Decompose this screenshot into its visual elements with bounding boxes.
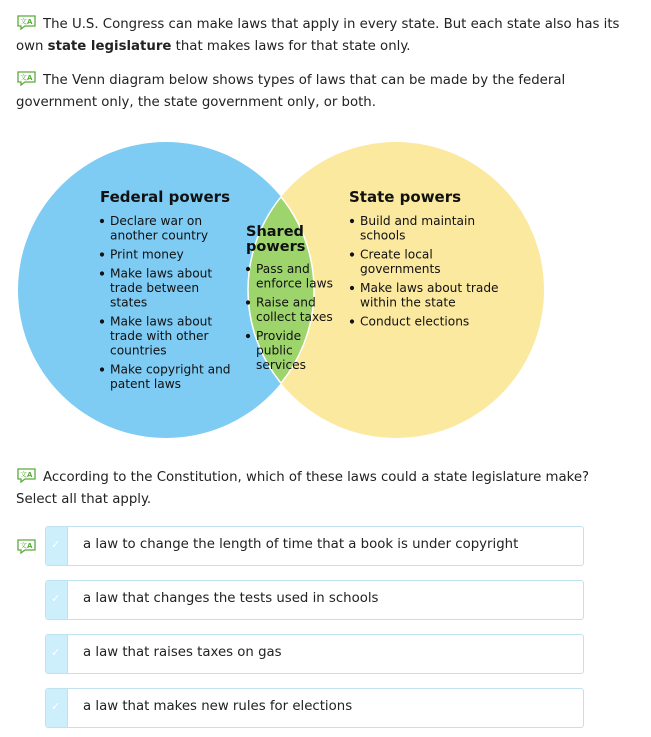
intro-paragraph-2: 文 A The Venn diagram below shows types of laws that can be made by the federal government only, the state government only, or both. bbox=[16, 73, 566, 110]
shared-power-item-2: Raise and bbox=[256, 295, 316, 310]
speaker-translate-icon[interactable] bbox=[16, 468, 37, 483]
checkmark-icon: ✓ bbox=[51, 646, 61, 659]
federal-power-item-4: countries bbox=[110, 343, 167, 358]
state-power-bullet bbox=[350, 252, 354, 256]
checkbox-tab[interactable] bbox=[46, 527, 68, 565]
state-power-item-1: schools bbox=[360, 228, 406, 243]
state-power-bullet bbox=[350, 319, 354, 323]
federal-power-bullet bbox=[100, 252, 104, 256]
federal-power-item-4: Make laws about bbox=[110, 314, 213, 329]
federal-power-bullet bbox=[100, 271, 104, 275]
shared-power-item-2: collect taxes bbox=[256, 310, 333, 324]
federal-power-bullet bbox=[100, 367, 104, 371]
federal-power-bullet bbox=[100, 219, 104, 223]
svg-text:A: A bbox=[27, 471, 33, 479]
answer-choice-label: a law that changes the tests used in schools bbox=[83, 591, 379, 606]
question-prompt: 文 A According to the Constitution, which of these laws could a state legislature make? Select all that apply. bbox=[16, 470, 590, 507]
svg-text:文: 文 bbox=[20, 470, 27, 479]
state-power-item-2: Create local bbox=[360, 247, 433, 262]
answer-choice-2[interactable] bbox=[45, 580, 584, 620]
shared-power-item-3: public bbox=[256, 343, 293, 358]
federal-power-item-5: Make copyright and bbox=[110, 362, 231, 377]
svg-text:文: 文 bbox=[20, 541, 27, 550]
federal-power-bullet bbox=[100, 319, 104, 323]
svg-text:A: A bbox=[27, 542, 33, 550]
shared-power-item-1: Pass and bbox=[256, 262, 310, 276]
shared-powers-title-line: powers bbox=[246, 239, 306, 255]
federal-power-item-4: trade with other bbox=[110, 329, 209, 343]
shared-power-bullet bbox=[246, 267, 250, 271]
checkbox-tab[interactable] bbox=[46, 689, 68, 727]
state-power-bullet bbox=[350, 219, 354, 223]
federal-power-item-1: another country bbox=[110, 228, 209, 243]
federal-power-item-2: Print money bbox=[110, 247, 184, 262]
shared-power-item-3: services bbox=[256, 358, 307, 372]
checkbox-tab[interactable] bbox=[46, 581, 68, 619]
state-powers-title: State powers bbox=[349, 188, 462, 206]
shared-power-item-3: Provide bbox=[256, 329, 302, 343]
answer-choice-label: a law that raises taxes on gas bbox=[83, 645, 282, 660]
answer-choice-label: a law to change the length of time that a book is under copyright bbox=[83, 537, 519, 552]
federal-power-item-1: Declare war on bbox=[110, 214, 203, 228]
state-power-item-1: Build and maintain bbox=[360, 214, 476, 228]
state-power-item-2: governments bbox=[360, 262, 441, 276]
state-power-item-3: Make laws about trade bbox=[360, 281, 499, 295]
answer-choice-3[interactable] bbox=[45, 634, 584, 674]
shared-power-bullet bbox=[246, 334, 250, 338]
answer-choice-1[interactable] bbox=[45, 526, 584, 566]
svg-text:文: 文 bbox=[20, 17, 27, 26]
shared-powers-title-line: Shared bbox=[246, 224, 304, 240]
state-power-item-4: Conduct elections bbox=[360, 314, 470, 329]
checkmark-icon: ✓ bbox=[51, 538, 61, 551]
checkmark-icon: ✓ bbox=[51, 700, 61, 713]
checkmark-icon: ✓ bbox=[51, 592, 61, 605]
shared-power-item-1: enforce laws bbox=[256, 276, 333, 291]
state-power-item-3: within the state bbox=[360, 295, 456, 310]
checkbox-tab[interactable] bbox=[46, 635, 68, 673]
svg-text:文: 文 bbox=[20, 73, 27, 82]
svg-text:A: A bbox=[27, 18, 33, 26]
federal-powers-title: Federal powers bbox=[100, 188, 231, 206]
federal-power-item-3: states bbox=[110, 295, 148, 310]
shared-power-bullet bbox=[246, 300, 250, 304]
federal-power-item-3: trade between bbox=[110, 281, 200, 295]
shared-powers-title bbox=[246, 224, 305, 255]
state-power-bullet bbox=[350, 286, 354, 290]
svg-text:A: A bbox=[27, 74, 33, 82]
speaker-translate-icon[interactable] bbox=[16, 539, 37, 554]
term-state-legislature: state legislature bbox=[47, 39, 172, 54]
federal-power-item-3: Make laws about bbox=[110, 266, 213, 281]
federal-power-item-5: patent laws bbox=[110, 377, 182, 391]
intro-paragraph-1: 文 A The U.S. Congress can make laws that apply in every state. But each state also has its own state legislature that makes laws for that state only. bbox=[16, 17, 620, 54]
answer-choice-label: a law that makes new rules for elections bbox=[83, 699, 353, 714]
answer-choice-4[interactable] bbox=[45, 688, 584, 728]
